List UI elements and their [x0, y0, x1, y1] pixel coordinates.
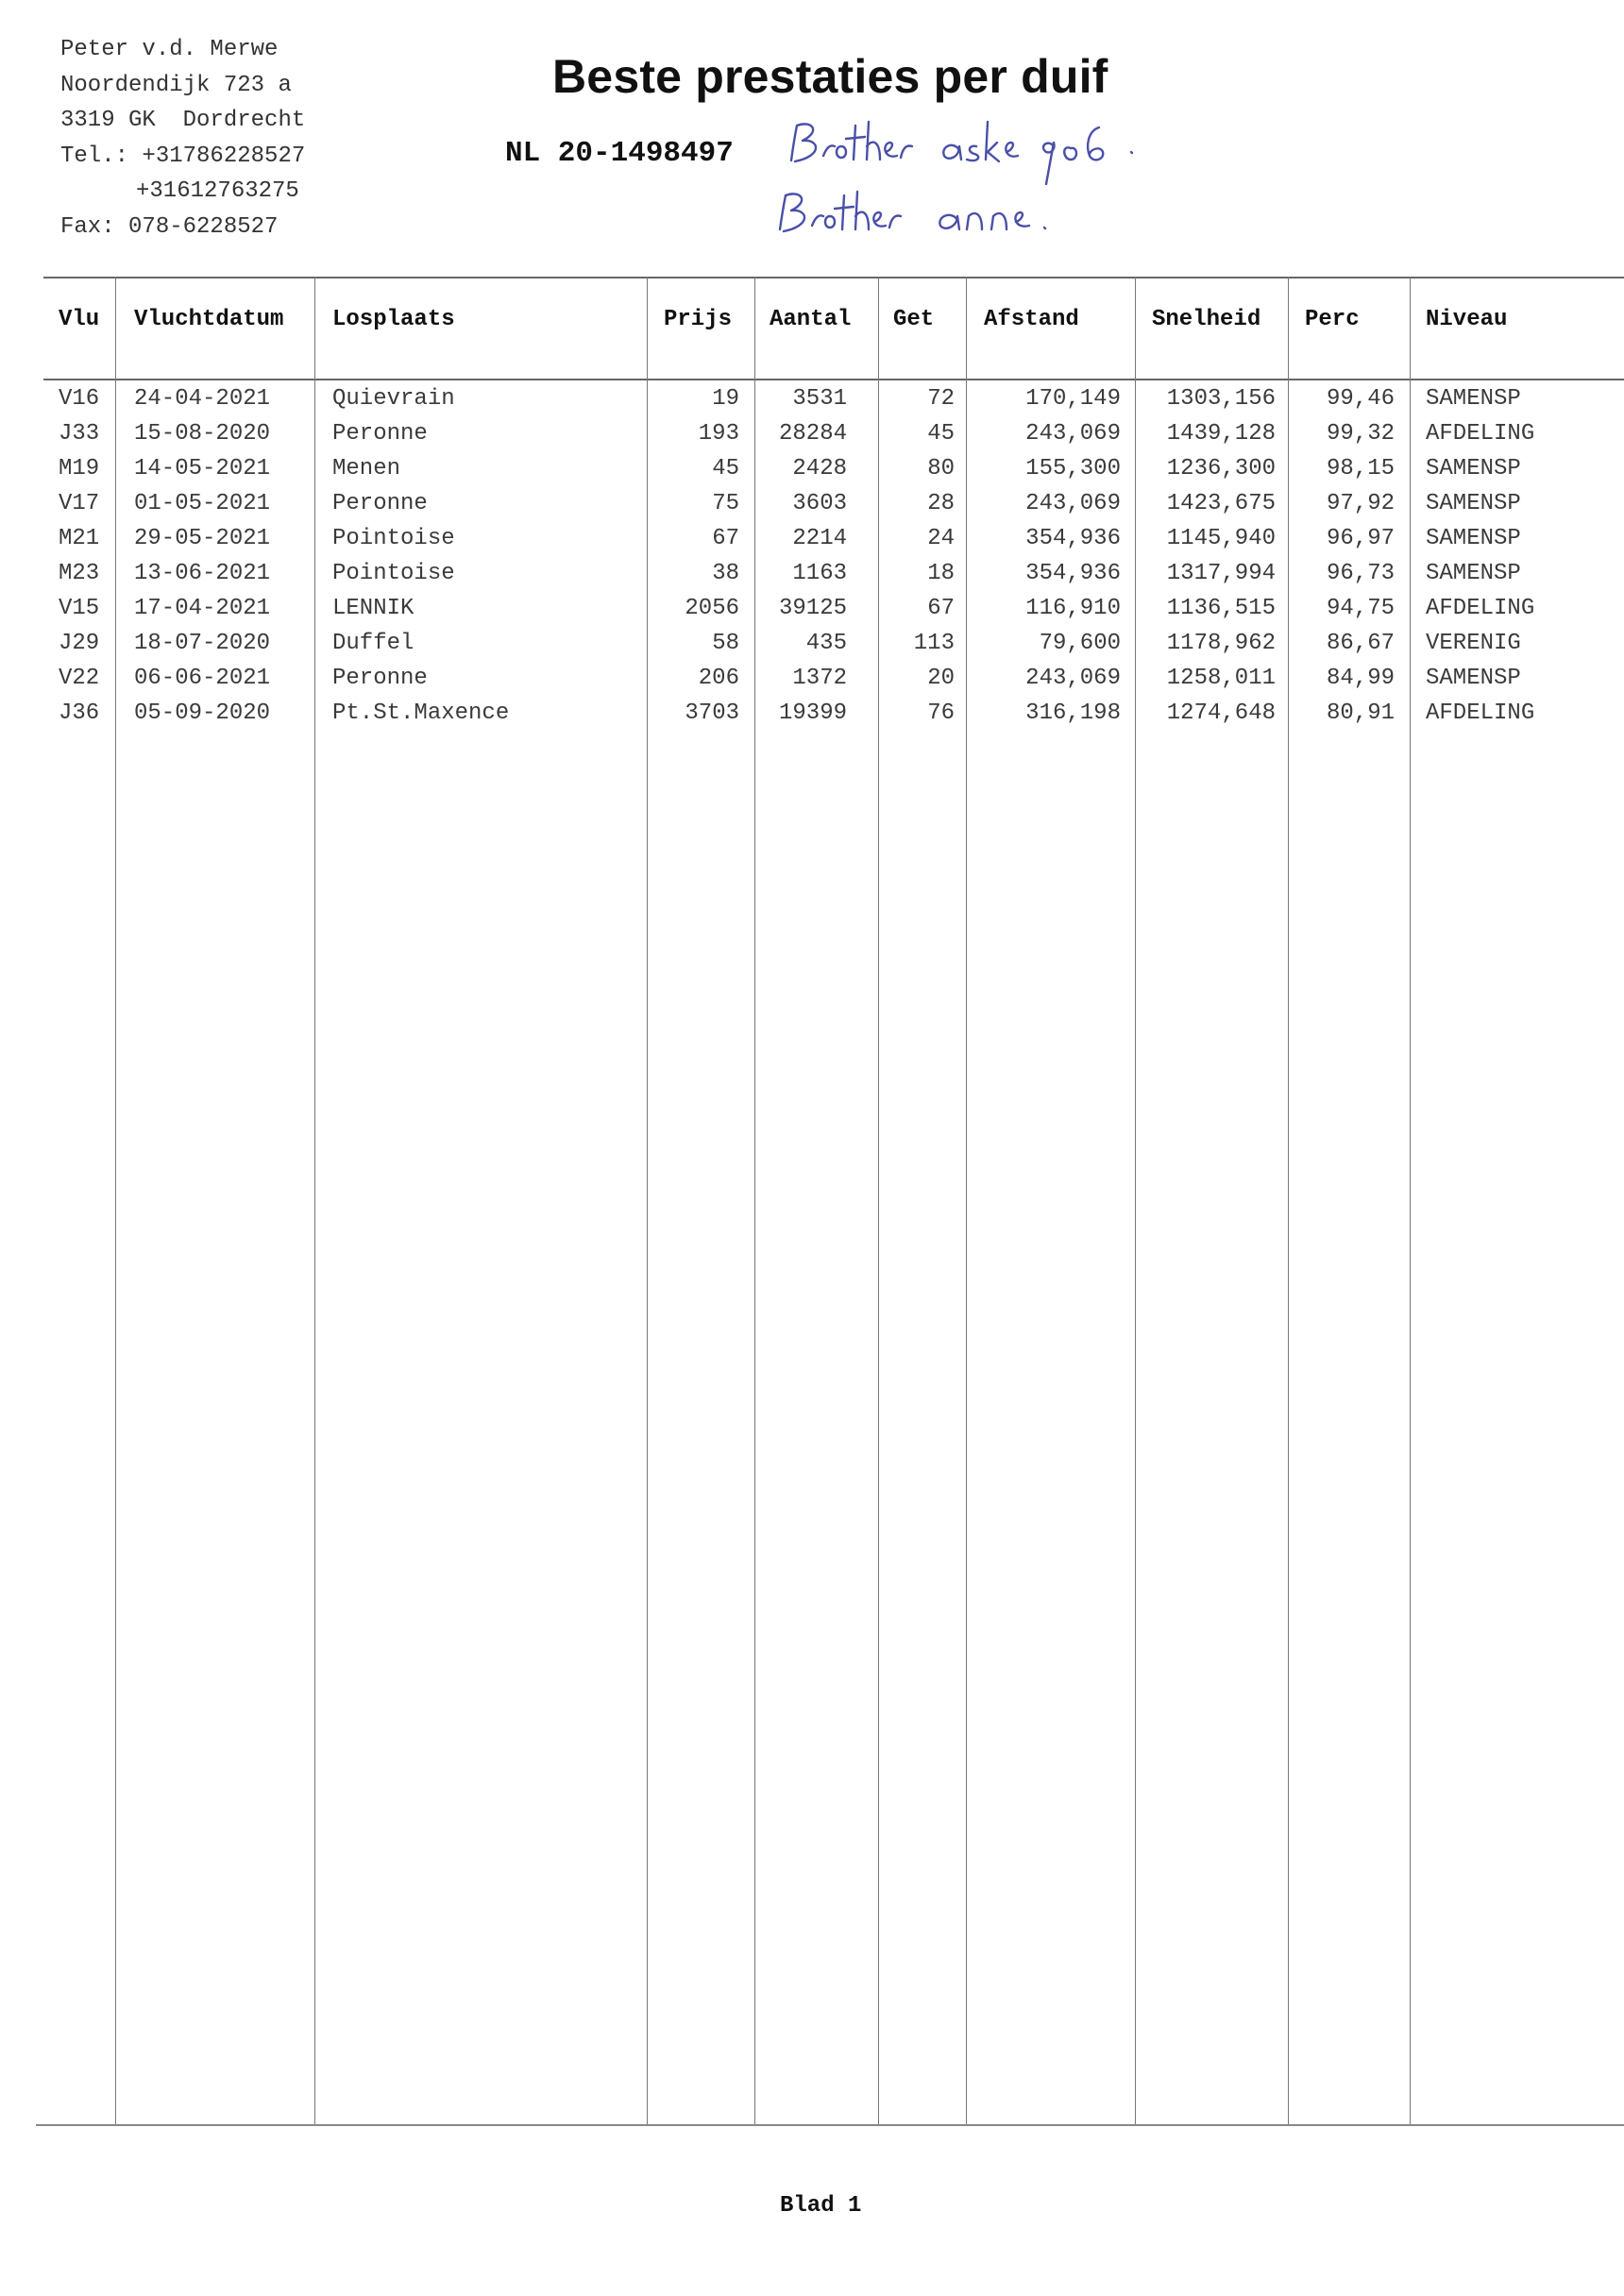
table-top-rule [43, 277, 1624, 279]
cell-vluchtdatum: 29-05-2021 [134, 526, 271, 551]
cell-snelheid: 1178,962 [1166, 631, 1276, 656]
sender-address [60, 32, 305, 245]
cell-vlu: M23 [59, 561, 100, 586]
cell-get: 20 [927, 666, 955, 691]
cell-afstand: 354,936 [1025, 526, 1121, 551]
cell-vluchtdatum: 05-09-2020 [134, 701, 271, 726]
cell-prijs: 58 [712, 631, 739, 656]
cell-afstand: 243,069 [1025, 421, 1121, 447]
page-title: Beste prestaties per duif [552, 50, 1108, 103]
table-row [0, 560, 1624, 595]
cell-losplaats: LENNIK [332, 596, 414, 621]
cell-perc: 84,99 [1326, 666, 1395, 691]
cell-prijs: 19 [712, 386, 739, 412]
cell-get: 45 [927, 421, 955, 447]
header-niveau: Niveau [1426, 307, 1508, 332]
cell-losplaats: Peronne [332, 421, 428, 447]
table-body [0, 385, 1624, 734]
cell-perc: 99,32 [1326, 421, 1395, 447]
cell-perc: 96,73 [1326, 561, 1395, 586]
cell-losplaats: Menen [332, 456, 401, 481]
cell-aantal: 3531 [792, 386, 847, 412]
cell-perc: 86,67 [1326, 631, 1395, 656]
cell-get: 28 [927, 491, 955, 516]
cell-aantal: 1372 [792, 666, 847, 691]
table-row [0, 385, 1624, 420]
cell-niveau: SAMENSP [1426, 386, 1521, 412]
fax-number: 078-6228527 [128, 213, 279, 240]
header-get: Get [893, 307, 935, 332]
cell-aantal: 2428 [792, 456, 847, 481]
cell-afstand: 243,069 [1025, 666, 1121, 691]
sender-tel-2 [60, 174, 305, 210]
cell-niveau: AFDELING [1426, 596, 1535, 621]
table-row [0, 595, 1624, 630]
cell-vlu: J29 [59, 631, 100, 656]
cell-vlu: V17 [59, 491, 100, 516]
cell-prijs: 206 [698, 666, 739, 691]
cell-niveau: AFDELING [1426, 421, 1535, 447]
cell-perc: 99,46 [1326, 386, 1395, 412]
table-row [0, 630, 1624, 665]
cell-prijs: 38 [712, 561, 739, 586]
cell-perc: 97,92 [1326, 491, 1395, 516]
cell-prijs: 2056 [685, 596, 739, 621]
cell-losplaats: Duffel [332, 631, 414, 656]
tel-number-2: +31612763275 [136, 178, 299, 204]
cell-snelheid: 1145,940 [1166, 526, 1276, 551]
cell-niveau: SAMENSP [1426, 456, 1521, 481]
cell-vlu: M19 [59, 456, 100, 481]
cell-losplaats: Peronne [332, 666, 428, 691]
table-row [0, 525, 1624, 560]
sender-tel [60, 139, 305, 175]
cell-vlu: M21 [59, 526, 100, 551]
table-header-rule [43, 379, 1624, 380]
table-row [0, 490, 1624, 525]
header-prijs: Prijs [664, 307, 733, 332]
cell-perc: 98,15 [1326, 456, 1395, 481]
cell-snelheid: 1258,011 [1166, 666, 1276, 691]
header-perc: Perc [1305, 307, 1360, 332]
cell-get: 76 [927, 701, 955, 726]
cell-losplaats: Pointoise [332, 526, 455, 551]
cell-prijs: 45 [712, 456, 739, 481]
cell-afstand: 316,198 [1025, 701, 1121, 726]
cell-prijs: 67 [712, 526, 739, 551]
cell-aantal: 19399 [778, 701, 847, 726]
cell-afstand: 354,936 [1025, 561, 1121, 586]
sender-street: Noordendijk 723 a [60, 72, 292, 98]
cell-vluchtdatum: 13-06-2021 [134, 561, 271, 586]
cell-get: 18 [927, 561, 955, 586]
cell-perc: 94,75 [1326, 596, 1395, 621]
cell-aantal: 39125 [778, 596, 847, 621]
cell-niveau: SAMENSP [1426, 561, 1521, 586]
cell-vluchtdatum: 15-08-2020 [134, 421, 271, 447]
sender-fax [60, 210, 305, 245]
cell-get: 24 [927, 526, 955, 551]
table-row [0, 455, 1624, 490]
cell-snelheid: 1136,515 [1166, 596, 1276, 621]
cell-perc: 96,97 [1326, 526, 1395, 551]
cell-afstand: 79,600 [1039, 631, 1121, 656]
handwritten-note [774, 118, 1218, 260]
cell-vlu: J36 [59, 701, 100, 726]
sender-city: 3319 GK Dordrecht [60, 108, 306, 133]
cell-vlu: J33 [59, 421, 100, 447]
header-snelheid: Snelheid [1152, 307, 1261, 332]
table-bottom-rule [36, 2124, 1624, 2126]
header-aantal: Aantal [770, 307, 852, 332]
cell-niveau: VERENIG [1426, 631, 1521, 656]
cell-snelheid: 1317,994 [1166, 561, 1276, 586]
cell-afstand: 170,149 [1025, 386, 1121, 412]
table-row [0, 665, 1624, 700]
header-vluchtdatum: Vluchtdatum [134, 307, 284, 332]
cell-get: 67 [927, 596, 955, 621]
cell-vlu: V15 [59, 596, 100, 621]
cell-niveau: AFDELING [1426, 701, 1535, 726]
cell-vluchtdatum: 01-05-2021 [134, 491, 271, 516]
cell-vluchtdatum: 14-05-2021 [134, 456, 271, 481]
cell-get: 80 [927, 456, 955, 481]
table-row [0, 420, 1624, 455]
cell-prijs: 3703 [685, 701, 739, 726]
cell-vluchtdatum: 24-04-2021 [134, 386, 271, 412]
cell-perc: 80,91 [1326, 701, 1395, 726]
cell-niveau: SAMENSP [1426, 666, 1521, 691]
cell-snelheid: 1439,128 [1166, 421, 1276, 447]
cell-aantal: 3603 [792, 491, 847, 516]
cell-snelheid: 1303,156 [1166, 386, 1276, 412]
cell-losplaats: Pointoise [332, 561, 455, 586]
cell-niveau: SAMENSP [1426, 491, 1521, 516]
header-losplaats: Losplaats [332, 307, 455, 332]
cell-vluchtdatum: 17-04-2021 [134, 596, 271, 621]
cell-afstand: 116,910 [1025, 596, 1121, 621]
cell-losplaats: Pt.St.Maxence [332, 701, 510, 726]
cell-snelheid: 1274,648 [1166, 701, 1276, 726]
cell-aantal: 435 [805, 631, 847, 656]
cell-aantal: 2214 [792, 526, 847, 551]
cell-afstand: 155,300 [1025, 456, 1121, 481]
cell-snelheid: 1236,300 [1166, 456, 1276, 481]
cell-vlu: V22 [59, 666, 100, 691]
cell-losplaats: Peronne [332, 491, 428, 516]
header-afstand: Afstand [984, 307, 1079, 332]
cell-vlu: V16 [59, 386, 100, 412]
cell-snelheid: 1423,675 [1166, 491, 1276, 516]
cell-losplaats: Quievrain [332, 386, 455, 412]
cell-afstand: 243,069 [1025, 491, 1121, 516]
tel-number-1: +31786228527 [142, 143, 306, 169]
table-row [0, 700, 1624, 734]
page-number: Blad 1 [780, 2193, 862, 2219]
cell-vluchtdatum: 06-06-2021 [134, 666, 271, 691]
cell-prijs: 193 [698, 421, 739, 447]
header-vlu: Vlu [59, 307, 100, 332]
cell-get: 72 [927, 386, 955, 412]
cell-aantal: 28284 [778, 421, 847, 447]
cell-niveau: SAMENSP [1426, 526, 1521, 551]
cell-get: 113 [913, 631, 955, 656]
tel-label: Tel.: [60, 143, 129, 169]
cell-vluchtdatum: 18-07-2020 [134, 631, 271, 656]
cell-prijs: 75 [712, 491, 739, 516]
cell-aantal: 1163 [792, 561, 847, 586]
sender-name: Peter v.d. Merwe [60, 37, 279, 62]
fax-label: Fax: [60, 213, 115, 240]
ring-number: NL 20-1498497 [505, 137, 734, 170]
